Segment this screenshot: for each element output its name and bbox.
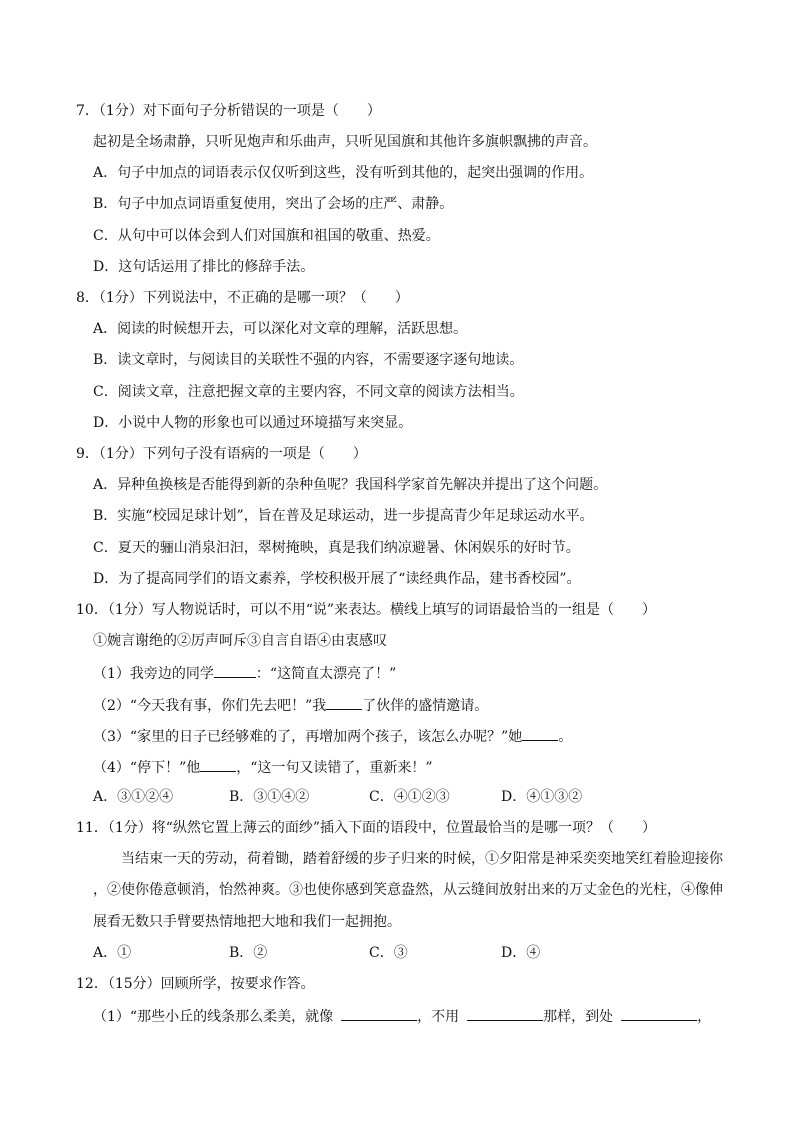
answer-blank[interactable] [200, 757, 236, 772]
question-10-options [93, 788, 582, 806]
answer-blank[interactable] [214, 663, 256, 678]
question-8-option-d: D．小说中人物的形象也可以通过环境描写来突显。 [93, 415, 413, 431]
question-10-option-c: C．④①②③ [369, 789, 450, 805]
question-9-option-b: B．实施“校园足球计划”，旨在普及足球运动，进一步提高青少年足球运动水平。 [93, 508, 594, 524]
question-9-option-a: A．异种鱼换核是否能得到新的杂种鱼呢？我国科学家首先解决并提出了这个问题。 [93, 477, 608, 493]
question-10-item-3-after: 。 [558, 729, 573, 745]
question-10-item-1-before: （1）我旁边的同学 [93, 666, 214, 682]
question-11-passage-line-1: 当结束一天的劳动，荷着锄，踏着舒缓的步子归来的时候，①夕阳常是神采奕奕地笑红着脸迎接你 [121, 851, 723, 867]
question-10-item-3 [93, 726, 572, 746]
question-12-item-1-part-2: ，不用 [417, 1009, 460, 1025]
question-7-option-b: B．句子中加点词语重复使用，突出了会场的庄严、肃静。 [93, 196, 454, 212]
question-11-option-a: A．① [93, 945, 132, 961]
question-10-item-2 [93, 695, 488, 715]
question-9-option-c: C．夏天的骊山消泉汩汩，翠树掩映，真是我们纳凉避暑、休闲娱乐的好时节。 [93, 540, 580, 556]
question-10-item-4-before: （4）“停下！”他 [93, 760, 201, 776]
question-7-option-c: C．从句中可以体会到人们对国旗和祖国的敬重、热爱。 [93, 228, 440, 244]
question-11-option-c: C．③ [369, 945, 408, 961]
question-8-title: 8．（1分）下列说法中，不正确的是哪一项？（ ） [76, 290, 409, 306]
question-8-option-b: B．读文章时，与阅读目的关联性不强的内容，不需要逐字逐句地读。 [93, 352, 524, 368]
question-10-item-4-after: ，“这一句又读错了，重新来！” [236, 760, 433, 776]
answer-blank[interactable] [467, 1006, 543, 1021]
question-7-option-d: D．这句话运用了排比的修辞手法。 [93, 259, 315, 275]
question-11-option-d: D．④ [501, 945, 541, 961]
question-12-title: 12．（15分）回顾所学，按要求作答。 [76, 976, 315, 992]
question-11-option-b: B．② [229, 945, 268, 961]
question-10-item-4 [93, 757, 433, 777]
answer-blank[interactable] [522, 726, 558, 741]
question-10-item-3-before: （3）“家里的日子已经够难的了，再增加两个孩子，该怎么办呢？”她 [93, 729, 523, 745]
answer-blank[interactable] [341, 1006, 417, 1021]
question-10-option-b: B．③①④② [229, 789, 310, 805]
question-11-passage-line-3: 展看无数只手臂要热情地把大地和我们一起拥抱。 [93, 914, 401, 930]
question-12-item-1 [93, 1006, 711, 1026]
question-11-title: 11．（1分）将“纵然它置上薄云的面纱”插入下面的语段中，位置最恰当的是哪一项？（ ） [76, 820, 657, 836]
question-10-item-2-after: 了伙伴的盛情邀请。 [362, 698, 489, 714]
question-10-item-1-after: ：“这简直太漂亮了！” [255, 666, 397, 682]
question-12-item-1-part-1: （1）“那些小丘的线条那么柔美，就像 [93, 1009, 334, 1025]
answer-blank[interactable] [326, 695, 362, 710]
question-12-item-1-part-4: ， [697, 1009, 712, 1025]
question-8-option-c: C．阅读文章，注意把握文章的主要内容，不同文章的阅读方法相当。 [93, 384, 524, 400]
question-9-title: 9．（1分）下列句子没有语病的一项是（ ） [76, 446, 367, 462]
question-10-item-1 [93, 663, 396, 683]
question-10-option-d: D．④①③② [501, 789, 583, 805]
question-10-item-2-before: （2）“今天我有事，你们先去吧！”我 [93, 698, 327, 714]
question-10-option-a: A．③①②④ [93, 789, 174, 805]
question-9-option-d: D．为了提高同学们的语文素养，学校积极开展了“读经典作品，建书香校园”。 [93, 571, 581, 587]
question-8-option-a: A．阅读的时候想开去，可以深化对文章的理解，活跃思想。 [93, 321, 468, 337]
question-7-option-a: A．句子中加点的词语表示仅仅听到这些，没有听到其他的，起突出强调的作用。 [93, 165, 594, 181]
question-10-title: 10．（1分）写人物说话时，可以不用“说”来表达。横线上填写的词语最恰当的一组是（ ） [76, 602, 657, 618]
question-10-word-choices: ①婉言谢绝的②厉声呵斥③自言自语④由衷感叹 [93, 633, 387, 649]
question-7-sentence: 起初是全场肃静，只听见炮声和乐曲声，只听见国旗和其他许多旗帜飘拂的声音。 [93, 134, 597, 150]
question-7-title: 7．（1分）对下面句子分析错误的一项是（ ） [76, 103, 381, 119]
question-11-options [93, 944, 540, 962]
question-11-passage-line-2: ，②使你倦意顿消，怡然神爽。③也使你感到笑意盎然，从云缝间放射出来的万丈金色的光柱，④像伸 [93, 882, 723, 898]
answer-blank[interactable] [621, 1006, 697, 1021]
question-12-item-1-part-3: 那样，到处 [543, 1009, 614, 1025]
